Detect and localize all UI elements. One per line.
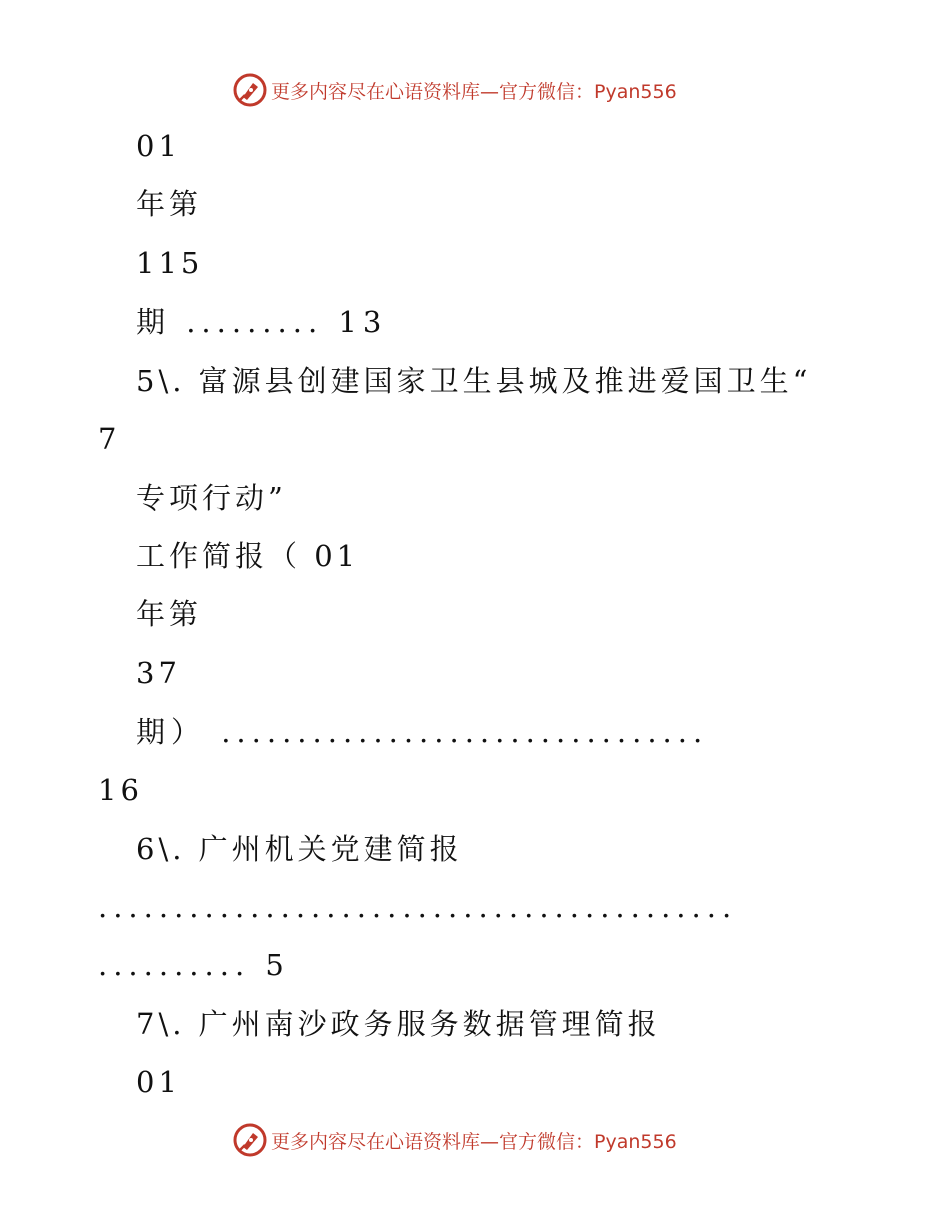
text-line: 工作简报（ 01 (136, 539, 360, 573)
toc-entry: .......... 5 (98, 948, 290, 982)
page-number: 16 (98, 773, 143, 807)
watermark-footer (233, 1122, 677, 1158)
text-line: 年第 (136, 187, 203, 221)
text-line: 115 (136, 246, 204, 280)
text-line: 01 (136, 1065, 181, 1099)
text-line: 7 (98, 422, 121, 456)
watermark-text: 更多内容尽在心语资料库—官方微信：Pyan556 (271, 80, 677, 103)
text-line: 年第 (136, 597, 203, 631)
pen-nib-logo-icon (233, 73, 267, 107)
toc-leader-dots: .......................................... (98, 890, 738, 924)
text-line: 专项行动” (136, 481, 287, 515)
toc-leader-dots: 期） ................................ (136, 715, 709, 749)
watermark-header (233, 72, 677, 108)
text-line: 01 (136, 129, 181, 163)
toc-entry: 期 ......... 13 (136, 305, 388, 339)
toc-entry-title: 5\. 富源县创建国家卫生县城及推进爱国卫生“ (136, 364, 812, 398)
watermark-text: 更多内容尽在心语资料库—官方微信：Pyan556 (271, 1130, 677, 1153)
toc-entry-title: 7\. 广州南沙政务服务数据管理简报 (136, 1007, 661, 1041)
pen-nib-logo-icon (233, 1123, 267, 1157)
toc-entry-title: 6\. 广州机关党建简报 (136, 832, 463, 866)
text-line: 37 (136, 656, 181, 690)
